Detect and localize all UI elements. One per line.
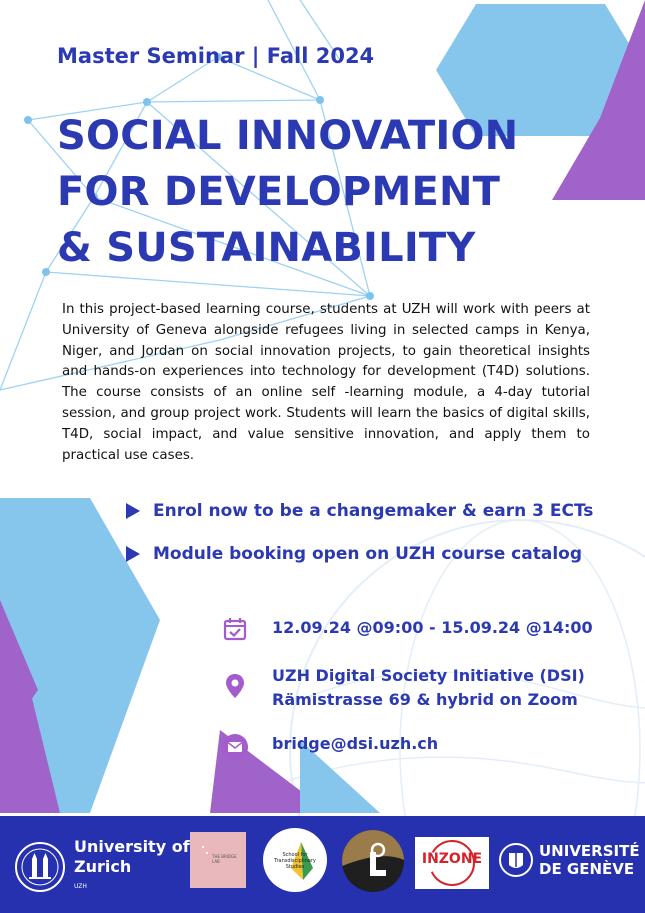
highlight-enrol bbox=[126, 500, 593, 522]
location-line-1: UZH Digital Society Initiative (DSI) bbox=[272, 666, 585, 685]
course-description: In this project-based learning course, students at UZH will work with peers at University of Geneva alongside refugees living in selected camps in Kenya, Niger, and Jordan on social innovation projects, to gain theoretical insights and hands-on experiences into technology for development (T4D) solutions. The course consists of an online self -learning module, a 4-day tutorial session, and group project work. Students will learn the basics of digital skills, T4D, social impact, and value sensitive innovation, and apply them to practical use cases. bbox=[62, 302, 590, 463]
l-logo bbox=[342, 830, 404, 892]
unige-name-line-1: UNIVERSITÉ bbox=[539, 842, 640, 860]
highlights-list bbox=[126, 500, 593, 586]
triangle-bullet-icon bbox=[126, 546, 140, 562]
location-pin-icon bbox=[222, 673, 248, 699]
email-row bbox=[222, 732, 438, 760]
bridge-lab-logo bbox=[190, 832, 246, 888]
title-line-3: & SUSTAINABILITY bbox=[57, 225, 476, 271]
uzh-name-line-2: Zurich bbox=[74, 857, 132, 876]
date-row bbox=[222, 616, 593, 642]
envelope-icon bbox=[222, 734, 248, 760]
inzone-text: INZONE bbox=[421, 851, 483, 867]
sts-logo bbox=[263, 828, 327, 892]
uzh-logo bbox=[14, 837, 190, 897]
unige-logo bbox=[499, 842, 640, 878]
triangle-bullet-icon bbox=[126, 503, 140, 519]
uzh-superscript: UZH bbox=[74, 883, 87, 890]
inzone-logo bbox=[415, 837, 489, 889]
uzh-name-line-1: University of bbox=[74, 837, 190, 856]
location-line-2: Rämistrasse 69 & hybrid on Zoom bbox=[272, 690, 578, 709]
sts-logo-text: School for Transdisciplinary Studies bbox=[274, 852, 316, 870]
uzh-seal-icon bbox=[14, 841, 66, 893]
unige-seal-icon bbox=[499, 843, 533, 877]
calendar-check-icon bbox=[222, 616, 248, 642]
highlight-booking bbox=[126, 543, 593, 565]
highlight-booking-text: Module booking open on UZH course catalog bbox=[153, 544, 583, 564]
page-title bbox=[57, 108, 518, 276]
title-line-2: FOR DEVELOPMENT bbox=[57, 169, 501, 215]
location-row bbox=[222, 664, 585, 712]
event-date: 12.09.24 @09:00 - 15.09.24 @14:00 bbox=[272, 618, 593, 637]
title-line-1: SOCIAL INNOVATION bbox=[57, 113, 519, 159]
bridge-lab-text: THE BRIDGE LAB bbox=[212, 854, 237, 864]
contact-email[interactable]: bridge@dsi.uzh.ch bbox=[272, 734, 439, 753]
seminar-subtitle: Master Seminar | Fall 2024 bbox=[57, 44, 375, 68]
unige-name-line-2: DE GENÈVE bbox=[539, 860, 635, 878]
partner-logos-footer bbox=[0, 816, 645, 913]
highlight-enrol-text: Enrol now to be a changemaker & earn 3 ECTs bbox=[153, 501, 594, 521]
